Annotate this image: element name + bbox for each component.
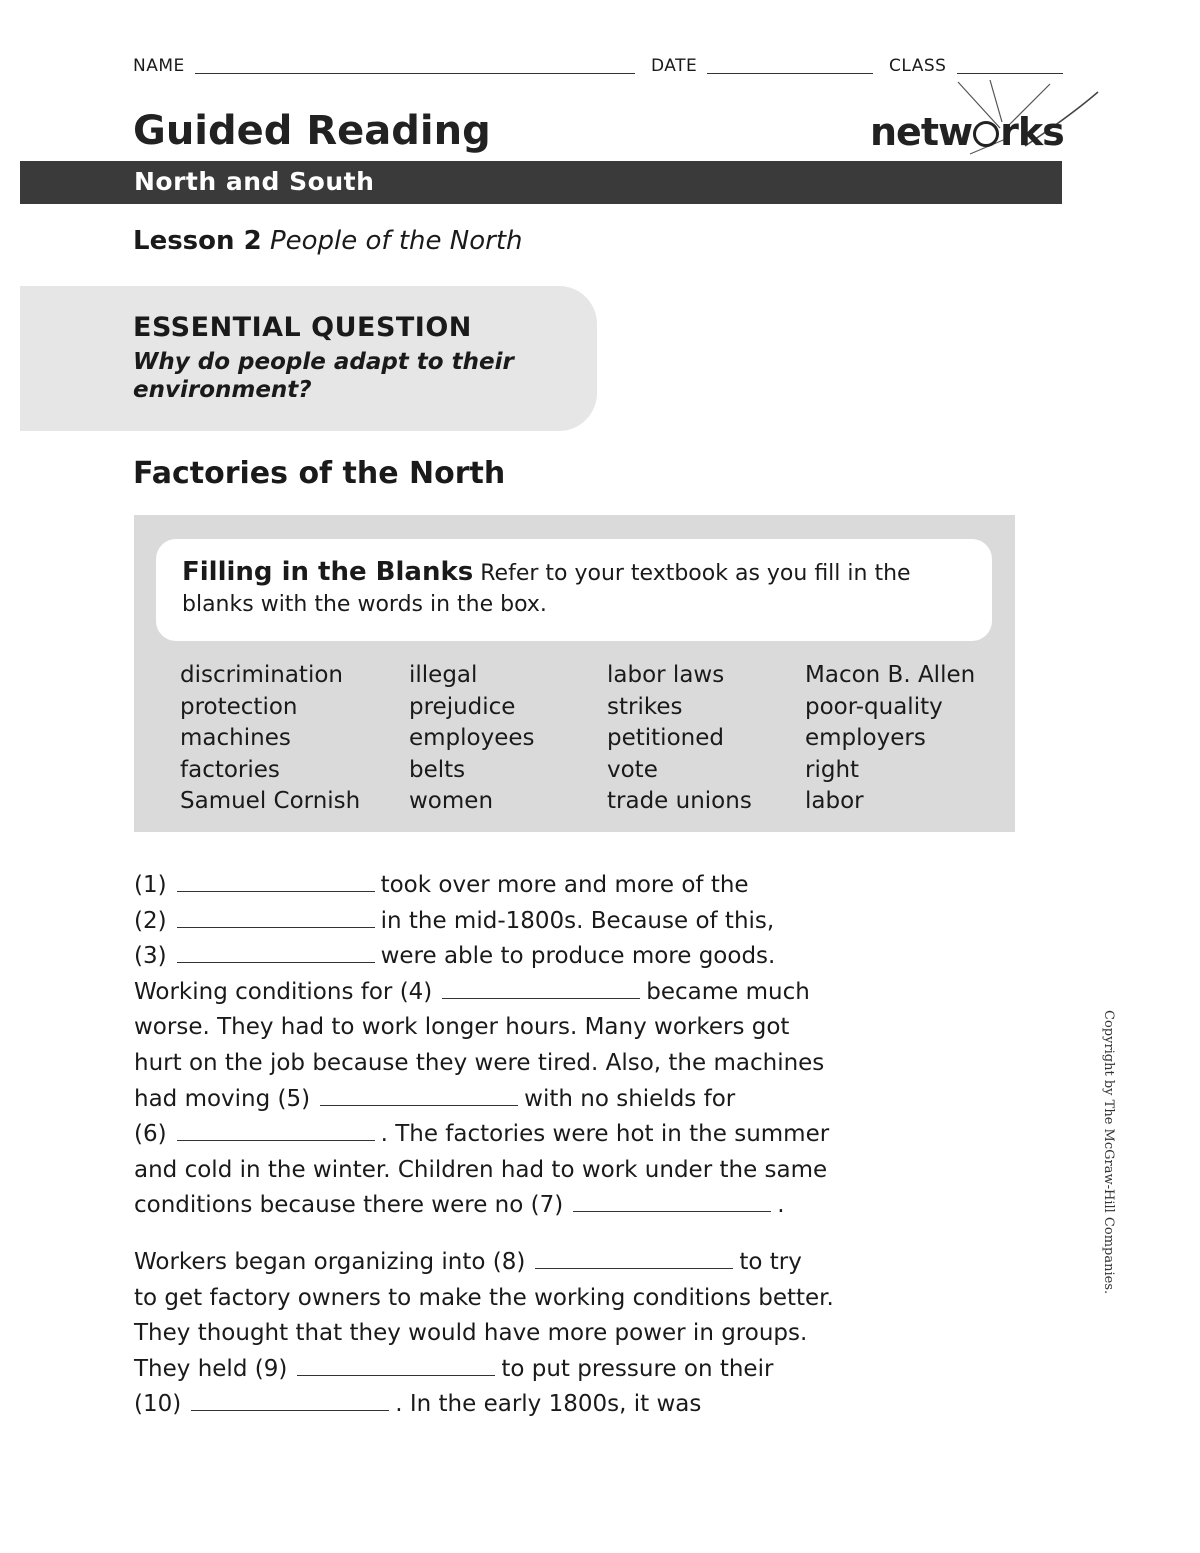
student-info-header (133, 56, 1063, 78)
blank-number: (3) (134, 943, 167, 970)
logo-text-end: rks (1000, 110, 1064, 154)
page-title: Guided Reading (133, 108, 491, 154)
text-line: worse. They had to work longer hours. Many workers got (134, 1014, 790, 1041)
word-bank-item: Samuel Cornish (180, 788, 361, 814)
word-bank-item: machines (180, 725, 291, 751)
text-line (134, 868, 874, 904)
text-line: and cold in the winter. Children had to work under the same (134, 1156, 828, 1183)
word-bank-item: labor (805, 788, 864, 814)
word-bank-item: right (805, 756, 860, 783)
line-text: . (777, 1192, 785, 1219)
word-bank-item: employers (805, 725, 926, 751)
blank-9-answer-line[interactable] (297, 1357, 495, 1376)
line-text: to try (739, 1249, 802, 1275)
blank-3-answer-line[interactable] (177, 944, 375, 963)
blank-6-answer-line[interactable] (177, 1122, 375, 1141)
class-label: CLASS (889, 56, 947, 76)
fill-in-paragraph-2 (134, 1245, 874, 1423)
word-bank-item: prejudice (409, 693, 516, 720)
instructions-text (182, 557, 972, 620)
word-bank-column (607, 660, 752, 818)
line-text: were able to produce more goods. (380, 943, 776, 970)
text-line: They thought that they would have more power in groups. (134, 1320, 808, 1347)
name-field-line[interactable] (195, 73, 635, 74)
line-text: . The factories were hot in the summer (380, 1121, 830, 1148)
line-text: Workers began organizing into (8) (134, 1249, 526, 1275)
word-bank-item: belts (409, 756, 466, 783)
blank-4-answer-line[interactable] (442, 980, 640, 999)
text-line: hurt on the job because they were tired. Also, the machines (134, 1049, 825, 1076)
text-line (134, 1082, 874, 1118)
word-bank-column (409, 660, 535, 818)
line-text: Working conditions for (4) (134, 978, 433, 1005)
copyright-text: Copyright by The McGraw-Hill Companies. (1101, 1010, 1116, 1295)
line-text: in the mid-1800s. Because of this, (380, 907, 775, 934)
line-text: . In the early 1800s, it was (395, 1391, 702, 1418)
networks-logo (870, 110, 1064, 154)
blank-10-answer-line[interactable] (191, 1392, 389, 1411)
word-bank-item: trade unions (607, 788, 752, 814)
blank-number: (10) (134, 1391, 182, 1418)
line-text: conditions because there were no (7) (134, 1192, 564, 1219)
word-bank-column (805, 660, 975, 818)
text-line (134, 939, 874, 975)
chapter-title: North and South (134, 167, 375, 196)
word-bank-item: protection (180, 693, 298, 720)
word-bank-item: women (409, 788, 494, 814)
date-field-line[interactable] (707, 73, 873, 74)
word-bank-item: employees (409, 725, 535, 751)
word-bank-item: strikes (607, 693, 683, 720)
blank-5-answer-line[interactable] (320, 1087, 518, 1106)
line-text: became much (646, 978, 810, 1005)
blank-number: (2) (134, 907, 167, 934)
word-bank-item: labor laws (607, 662, 725, 688)
lesson-heading (133, 226, 523, 256)
lesson-title: People of the North (269, 226, 523, 256)
copyright-notice (1092, 1010, 1122, 1295)
word-bank-item: Macon B. Allen (805, 662, 976, 688)
text-line (134, 1352, 874, 1388)
word-bank-item: discrimination (180, 662, 343, 688)
text-line (134, 975, 874, 1011)
logo-text-start: netw (870, 110, 973, 154)
line-text: had moving (5) (134, 1085, 311, 1112)
essential-question-heading: ESSENTIAL QUESTION (133, 312, 472, 343)
word-bank-column (180, 660, 360, 818)
line-text: with no shields for (524, 1085, 736, 1112)
text-line (134, 1387, 874, 1423)
blank-1-answer-line[interactable] (177, 873, 375, 892)
instructions-heading: Filling in the Blanks (182, 557, 474, 587)
essential-question-text: Why do people adapt to their environment? (133, 349, 514, 403)
chapter-banner (20, 161, 1062, 204)
date-label: DATE (651, 56, 698, 76)
logo-globe-icon (973, 121, 999, 147)
instructions-box (156, 539, 992, 641)
text-line (134, 1188, 874, 1224)
name-label: NAME (133, 56, 185, 76)
blank-2-answer-line[interactable] (177, 909, 375, 928)
section-title: Factories of the North (133, 456, 506, 491)
line-text: took over more and more of the (380, 872, 749, 898)
lesson-number: Lesson 2 (133, 226, 262, 256)
word-bank-item: illegal (409, 662, 478, 688)
blank-8-answer-line[interactable] (535, 1250, 733, 1269)
instructions-body: Refer to your textbook as you fill in the blanks with the words in the box. (182, 561, 911, 617)
word-bank-item: factories (180, 756, 280, 783)
blank-number: (1) (134, 872, 167, 898)
line-text: to put pressure on their (501, 1355, 774, 1382)
word-bank-item: poor-quality (805, 693, 943, 720)
text-line: to get factory owners to make the working conditions better. (134, 1284, 834, 1311)
word-bank-item: vote (607, 756, 658, 783)
text-line (134, 1245, 874, 1281)
text-line (134, 1117, 874, 1153)
blank-number: (6) (134, 1121, 167, 1148)
fill-in-paragraph-1 (134, 868, 874, 1224)
blank-7-answer-line[interactable] (573, 1193, 771, 1212)
word-bank-item: petitioned (607, 725, 724, 751)
text-line (134, 904, 874, 940)
line-text: They held (9) (134, 1355, 288, 1382)
class-field-line[interactable] (957, 73, 1063, 74)
